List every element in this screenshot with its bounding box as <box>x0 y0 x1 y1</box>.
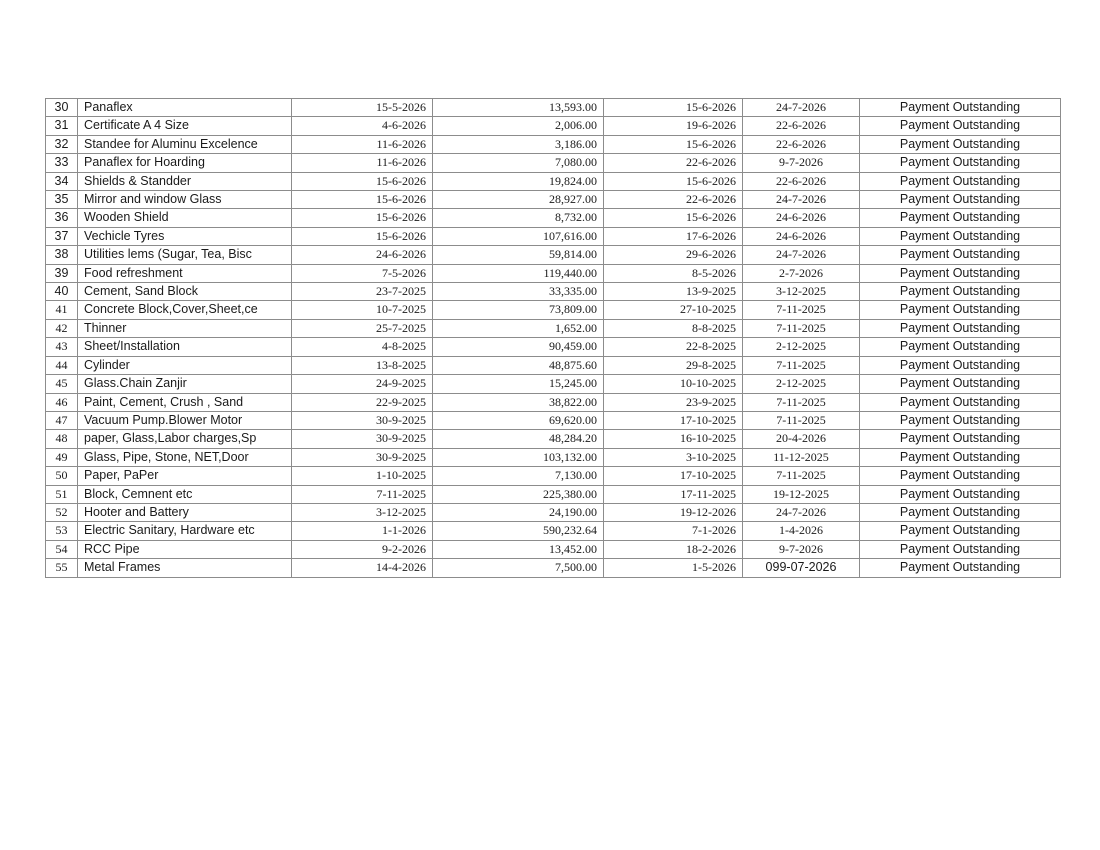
item-description: Panaflex <box>78 99 292 117</box>
payment-status: Payment Outstanding <box>860 522 1061 540</box>
order-date: 7-11-2025 <box>292 485 433 503</box>
amount: 59,814.00 <box>433 246 604 264</box>
due-date: 22-6-2026 <box>743 172 860 190</box>
payment-status: Payment Outstanding <box>860 393 1061 411</box>
payments-table-body <box>46 99 1061 578</box>
row-number: 55 <box>46 559 78 577</box>
table-row <box>46 319 1061 337</box>
order-date: 3-12-2025 <box>292 503 433 521</box>
item-description: Concrete Block,Cover,Sheet,ce <box>78 301 292 319</box>
order-date: 15-6-2026 <box>292 191 433 209</box>
row-number: 41 <box>46 301 78 319</box>
item-description: Vacuum Pump.Blower Motor <box>78 411 292 429</box>
amount: 1,652.00 <box>433 319 604 337</box>
amount: 13,452.00 <box>433 540 604 558</box>
amount: 7,080.00 <box>433 154 604 172</box>
due-date: 2-7-2026 <box>743 264 860 282</box>
due-date: 24-7-2026 <box>743 503 860 521</box>
order-date: 13-8-2025 <box>292 356 433 374</box>
delivery-date: 15-6-2026 <box>604 135 743 153</box>
table-row <box>46 172 1061 190</box>
amount: 119,440.00 <box>433 264 604 282</box>
payment-status: Payment Outstanding <box>860 559 1061 577</box>
amount: 107,616.00 <box>433 227 604 245</box>
item-description: Glass.Chain Zanjir <box>78 375 292 393</box>
row-number: 34 <box>46 172 78 190</box>
table-row <box>46 338 1061 356</box>
payment-status: Payment Outstanding <box>860 209 1061 227</box>
row-number: 53 <box>46 522 78 540</box>
due-date: 7-11-2025 <box>743 411 860 429</box>
delivery-date: 18-2-2026 <box>604 540 743 558</box>
due-date: 2-12-2025 <box>743 338 860 356</box>
payment-status: Payment Outstanding <box>860 246 1061 264</box>
item-description: RCC Pipe <box>78 540 292 558</box>
table-row <box>46 356 1061 374</box>
delivery-date: 10-10-2025 <box>604 375 743 393</box>
order-date: 30-9-2025 <box>292 448 433 466</box>
payment-status: Payment Outstanding <box>860 117 1061 135</box>
delivery-date: 29-8-2025 <box>604 356 743 374</box>
table-row <box>46 135 1061 153</box>
delivery-date: 17-10-2025 <box>604 411 743 429</box>
table-row <box>46 283 1061 301</box>
delivery-date: 15-6-2026 <box>604 209 743 227</box>
delivery-date: 13-9-2025 <box>604 283 743 301</box>
table-row <box>46 448 1061 466</box>
row-number: 52 <box>46 503 78 521</box>
delivery-date: 22-8-2025 <box>604 338 743 356</box>
table-row <box>46 117 1061 135</box>
due-date: 3-12-2025 <box>743 283 860 301</box>
amount: 28,927.00 <box>433 191 604 209</box>
table-row <box>46 430 1061 448</box>
payment-status: Payment Outstanding <box>860 375 1061 393</box>
table-row <box>46 503 1061 521</box>
table-row <box>46 467 1061 485</box>
delivery-date: 1-5-2026 <box>604 559 743 577</box>
row-number: 43 <box>46 338 78 356</box>
delivery-date: 15-6-2026 <box>604 99 743 117</box>
delivery-date: 19-12-2026 <box>604 503 743 521</box>
payment-status: Payment Outstanding <box>860 264 1061 282</box>
delivery-date: 16-10-2025 <box>604 430 743 448</box>
row-number: 54 <box>46 540 78 558</box>
table-row <box>46 246 1061 264</box>
table-row <box>46 99 1061 117</box>
amount: 33,335.00 <box>433 283 604 301</box>
row-number: 35 <box>46 191 78 209</box>
payment-status: Payment Outstanding <box>860 430 1061 448</box>
table-row <box>46 393 1061 411</box>
order-date: 24-6-2026 <box>292 246 433 264</box>
table-row <box>46 540 1061 558</box>
order-date: 4-8-2025 <box>292 338 433 356</box>
table-row <box>46 485 1061 503</box>
table-row <box>46 264 1061 282</box>
item-description: Mirror and window Glass <box>78 191 292 209</box>
amount: 19,824.00 <box>433 172 604 190</box>
amount: 7,130.00 <box>433 467 604 485</box>
amount: 103,132.00 <box>433 448 604 466</box>
due-date: 7-11-2025 <box>743 319 860 337</box>
order-date: 4-6-2026 <box>292 117 433 135</box>
due-date: 7-11-2025 <box>743 301 860 319</box>
row-number: 48 <box>46 430 78 448</box>
delivery-date: 19-6-2026 <box>604 117 743 135</box>
row-number: 51 <box>46 485 78 503</box>
row-number: 30 <box>46 99 78 117</box>
delivery-date: 15-6-2026 <box>604 172 743 190</box>
row-number: 37 <box>46 227 78 245</box>
delivery-date: 7-1-2026 <box>604 522 743 540</box>
order-date: 15-6-2026 <box>292 172 433 190</box>
payment-status: Payment Outstanding <box>860 301 1061 319</box>
delivery-date: 8-5-2026 <box>604 264 743 282</box>
table-row <box>46 191 1061 209</box>
payment-status: Payment Outstanding <box>860 135 1061 153</box>
row-number: 38 <box>46 246 78 264</box>
delivery-date: 17-11-2025 <box>604 485 743 503</box>
item-description: Thinner <box>78 319 292 337</box>
row-number: 40 <box>46 283 78 301</box>
delivery-date: 17-10-2025 <box>604 467 743 485</box>
due-date: 2-12-2025 <box>743 375 860 393</box>
item-description: Block, Cemnent etc <box>78 485 292 503</box>
order-date: 11-6-2026 <box>292 135 433 153</box>
amount: 8,732.00 <box>433 209 604 227</box>
amount: 3,186.00 <box>433 135 604 153</box>
amount: 48,284.20 <box>433 430 604 448</box>
row-number: 47 <box>46 411 78 429</box>
due-date: 22-6-2026 <box>743 135 860 153</box>
table-row <box>46 301 1061 319</box>
order-date: 9-2-2026 <box>292 540 433 558</box>
item-description: Panaflex for Hoarding <box>78 154 292 172</box>
delivery-date: 8-8-2025 <box>604 319 743 337</box>
item-description: Glass, Pipe, Stone, NET,Door <box>78 448 292 466</box>
item-description: Utilities lems (Sugar, Tea, Bisc <box>78 246 292 264</box>
item-description: Food refreshment <box>78 264 292 282</box>
amount: 7,500.00 <box>433 559 604 577</box>
row-number: 46 <box>46 393 78 411</box>
item-description: Metal Frames <box>78 559 292 577</box>
amount: 590,232.64 <box>433 522 604 540</box>
row-number: 44 <box>46 356 78 374</box>
due-date: 1-4-2026 <box>743 522 860 540</box>
payments-table <box>45 98 1061 578</box>
amount: 69,620.00 <box>433 411 604 429</box>
order-date: 1-1-2026 <box>292 522 433 540</box>
amount: 38,822.00 <box>433 393 604 411</box>
due-date: 24-7-2026 <box>743 191 860 209</box>
amount: 13,593.00 <box>433 99 604 117</box>
item-description: Cylinder <box>78 356 292 374</box>
row-number: 36 <box>46 209 78 227</box>
due-date: 22-6-2026 <box>743 117 860 135</box>
row-number: 31 <box>46 117 78 135</box>
payment-status: Payment Outstanding <box>860 191 1061 209</box>
order-date: 23-7-2025 <box>292 283 433 301</box>
table-row <box>46 209 1061 227</box>
table-row <box>46 559 1061 577</box>
order-date: 11-6-2026 <box>292 154 433 172</box>
due-date: 9-7-2026 <box>743 154 860 172</box>
amount: 24,190.00 <box>433 503 604 521</box>
order-date: 15-6-2026 <box>292 227 433 245</box>
order-date: 25-7-2025 <box>292 319 433 337</box>
order-date: 30-9-2025 <box>292 430 433 448</box>
table-row <box>46 227 1061 245</box>
table-row <box>46 522 1061 540</box>
payment-status: Payment Outstanding <box>860 154 1061 172</box>
payment-status: Payment Outstanding <box>860 99 1061 117</box>
item-description: Cement, Sand Block <box>78 283 292 301</box>
delivery-date: 27-10-2025 <box>604 301 743 319</box>
due-date: 24-6-2026 <box>743 209 860 227</box>
payment-status: Payment Outstanding <box>860 503 1061 521</box>
item-description: paper, Glass,Labor charges,Sp <box>78 430 292 448</box>
item-description: Shields & Standder <box>78 172 292 190</box>
payment-status: Payment Outstanding <box>860 319 1061 337</box>
due-date: 24-7-2026 <box>743 246 860 264</box>
delivery-date: 22-6-2026 <box>604 191 743 209</box>
due-date: 24-6-2026 <box>743 227 860 245</box>
payment-status: Payment Outstanding <box>860 172 1061 190</box>
table-row <box>46 375 1061 393</box>
due-date: 7-11-2025 <box>743 356 860 374</box>
due-date: 19-12-2025 <box>743 485 860 503</box>
amount: 15,245.00 <box>433 375 604 393</box>
order-date: 24-9-2025 <box>292 375 433 393</box>
item-description: Paper, PaPer <box>78 467 292 485</box>
order-date: 7-5-2026 <box>292 264 433 282</box>
due-date: 099-07-2026 <box>743 559 860 577</box>
order-date: 1-10-2025 <box>292 467 433 485</box>
amount: 48,875.60 <box>433 356 604 374</box>
payment-status: Payment Outstanding <box>860 338 1061 356</box>
payment-status: Payment Outstanding <box>860 467 1061 485</box>
payment-status: Payment Outstanding <box>860 283 1061 301</box>
row-number: 50 <box>46 467 78 485</box>
table-row <box>46 411 1061 429</box>
payment-status: Payment Outstanding <box>860 485 1061 503</box>
amount: 225,380.00 <box>433 485 604 503</box>
row-number: 45 <box>46 375 78 393</box>
payment-status: Payment Outstanding <box>860 356 1061 374</box>
item-description: Wooden Shield <box>78 209 292 227</box>
due-date: 24-7-2026 <box>743 99 860 117</box>
order-date: 22-9-2025 <box>292 393 433 411</box>
item-description: Paint, Cement, Crush , Sand <box>78 393 292 411</box>
row-number: 39 <box>46 264 78 282</box>
order-date: 10-7-2025 <box>292 301 433 319</box>
amount: 90,459.00 <box>433 338 604 356</box>
due-date: 11-12-2025 <box>743 448 860 466</box>
delivery-date: 3-10-2025 <box>604 448 743 466</box>
payment-status: Payment Outstanding <box>860 411 1061 429</box>
due-date: 7-11-2025 <box>743 393 860 411</box>
order-date: 15-6-2026 <box>292 209 433 227</box>
row-number: 49 <box>46 448 78 466</box>
delivery-date: 29-6-2026 <box>604 246 743 264</box>
amount: 2,006.00 <box>433 117 604 135</box>
order-date: 15-5-2026 <box>292 99 433 117</box>
delivery-date: 17-6-2026 <box>604 227 743 245</box>
payment-status: Payment Outstanding <box>860 540 1061 558</box>
order-date: 30-9-2025 <box>292 411 433 429</box>
item-description: Vechicle Tyres <box>78 227 292 245</box>
item-description: Electric Sanitary, Hardware etc <box>78 522 292 540</box>
item-description: Hooter and Battery <box>78 503 292 521</box>
delivery-date: 22-6-2026 <box>604 154 743 172</box>
payment-status: Payment Outstanding <box>860 448 1061 466</box>
due-date: 20-4-2026 <box>743 430 860 448</box>
table-row <box>46 154 1061 172</box>
amount: 73,809.00 <box>433 301 604 319</box>
item-description: Sheet/Installation <box>78 338 292 356</box>
due-date: 7-11-2025 <box>743 467 860 485</box>
order-date: 14-4-2026 <box>292 559 433 577</box>
item-description: Standee for Aluminu Excelence <box>78 135 292 153</box>
due-date: 9-7-2026 <box>743 540 860 558</box>
row-number: 32 <box>46 135 78 153</box>
row-number: 42 <box>46 319 78 337</box>
payment-status: Payment Outstanding <box>860 227 1061 245</box>
row-number: 33 <box>46 154 78 172</box>
delivery-date: 23-9-2025 <box>604 393 743 411</box>
item-description: Certificate A 4 Size <box>78 117 292 135</box>
